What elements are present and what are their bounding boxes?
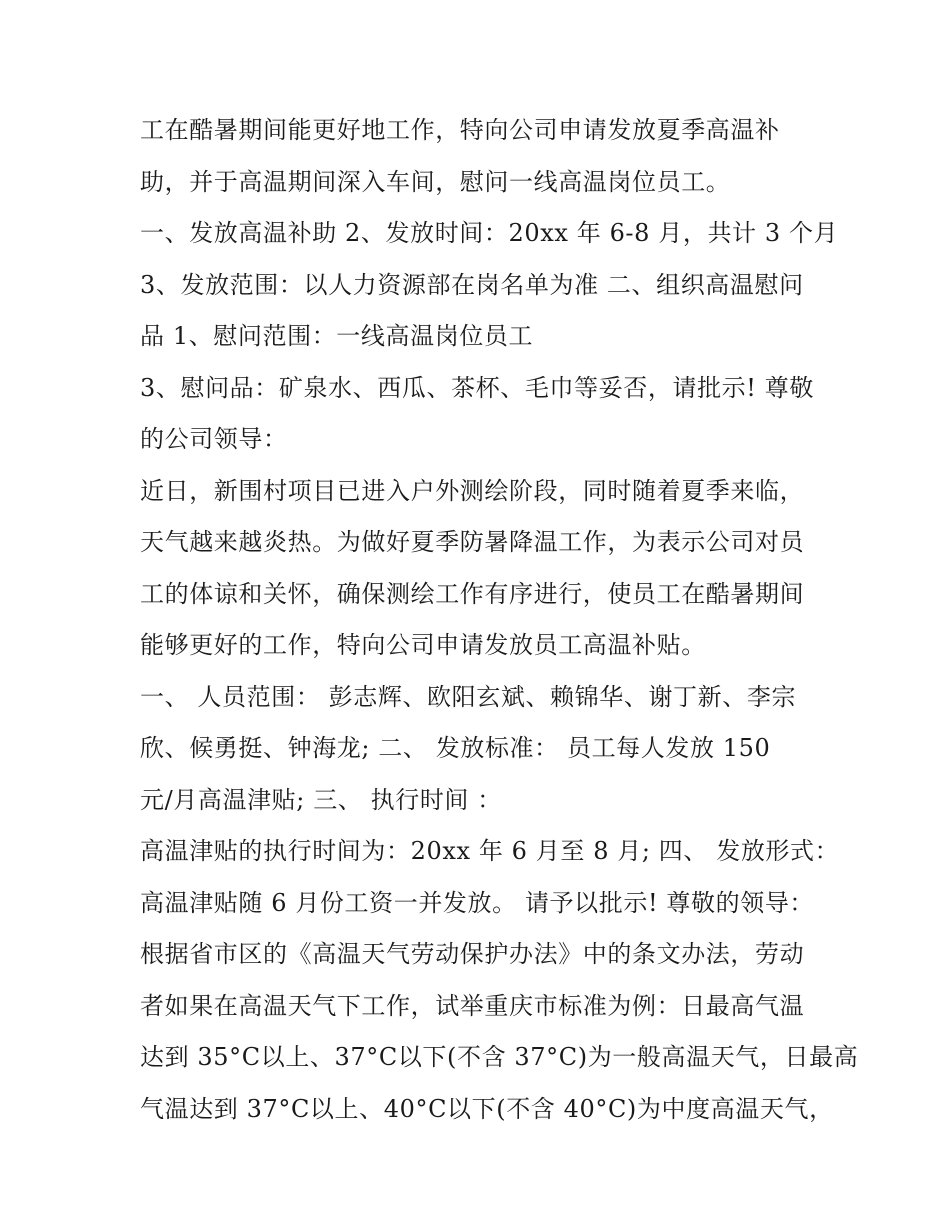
text-line: 达到 35°C以上、37°C以下(不含 37°C)为一般高温天气，日最高 bbox=[140, 1043, 859, 1071]
text-line: 高温津贴随 6 月份工资一并发放。 请予以批示! 尊敬的领导： bbox=[140, 888, 815, 917]
text-line: 3、发放范围：以人力资源部在岗名单为准 二、组织高温慰问 bbox=[140, 270, 804, 299]
text-line: 高温津贴的执行时间为：20xx 年 6 月至 8 月; 四、 发放形式： bbox=[140, 837, 840, 865]
text-line: 气温达到 37°C以上、40°C以下(不含 40°C)为中度高温天气， bbox=[140, 1094, 834, 1123]
document-body bbox=[140, 108, 859, 1138]
text-line: 者如果在高温天气下工作，试举重庆市标准为例：日最高气温 bbox=[140, 991, 805, 1020]
text-line: 工在酷暑期间能更好地工作，特向公司申请发放夏季高温补 bbox=[140, 116, 780, 144]
text-line: 品 1、慰问范围：一线高温岗位员工 bbox=[140, 322, 534, 350]
text-line: 能够更好的工作，特向公司申请发放员工高温补贴。 bbox=[140, 631, 706, 659]
text-line: 3、慰问品：矿泉水、西瓜、茶杯、毛巾等妥否，请批示! 尊敬 bbox=[140, 373, 814, 402]
text-line: 根据省市区的《高温天气劳动保护办法》中的条文办法，劳动 bbox=[140, 940, 805, 968]
text-line: 工的体谅和关怀，确保测绘工作有序进行，使员工在酷暑期间 bbox=[140, 579, 805, 608]
text-line: 天气越来越炎热。为做好夏季防暑降温工作，为表示公司对员 bbox=[140, 528, 805, 556]
text-line: 助，并于高温期间深入车间，慰问一线高温岗位员工。 bbox=[140, 167, 731, 196]
text-line: 一、发放高温补助 2、发放时间：20xx 年 6-8 月，共计 3 个月 bbox=[140, 219, 839, 247]
text-line: 的公司领导： bbox=[140, 425, 288, 453]
text-line: 一、 人员范围： 彭志辉、欧阳玄斌、赖锦华、谢丁新、李宗 bbox=[140, 682, 797, 711]
text-line: 元/月高温津贴; 三、 执行时间 ： bbox=[140, 785, 502, 814]
text-line: 欣、候勇挺、钟海龙; 二、 发放标准： 员工每人发放 150 bbox=[140, 734, 771, 762]
text-line: 近日，新围村项目已进入户外测绘阶段，同时随着夏季来临， bbox=[140, 476, 805, 505]
